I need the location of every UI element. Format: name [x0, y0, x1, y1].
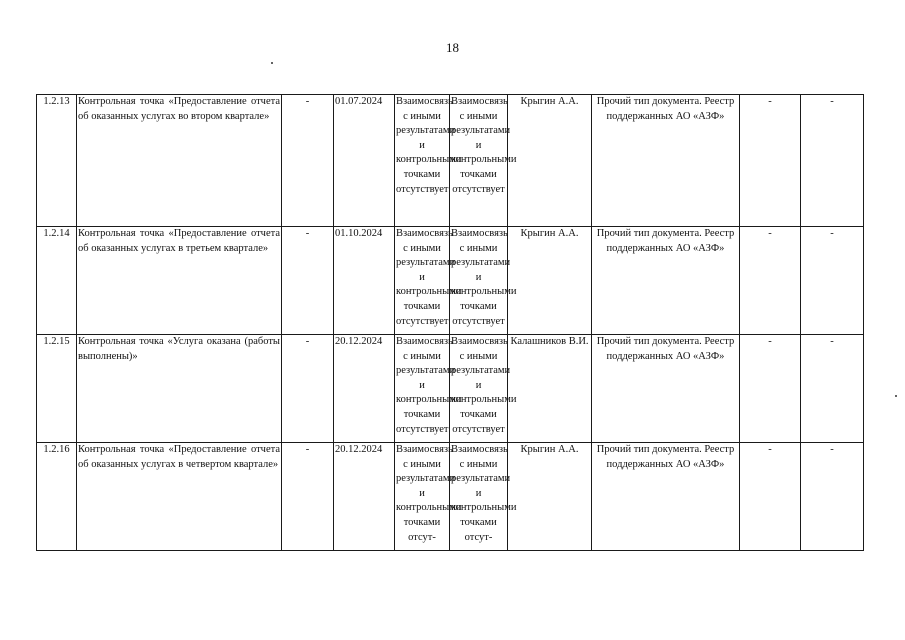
extra-cell-1: - [740, 227, 801, 335]
extra-cell-2: - [801, 335, 864, 443]
relation-prev: Взаимосвязь с иными результатами и контрольными точками отсутствует [395, 335, 450, 443]
table-row [37, 335, 864, 443]
extra-cell-2: - [801, 227, 864, 335]
extra-cell-2: - [801, 443, 864, 551]
relation-prev: Взаимосвязь с иными результатами и контрольными точками отсутствует [395, 227, 450, 335]
document-type: Прочий тип документа. Реестр поддержанных АО «АЗФ» [592, 227, 740, 335]
row-number: 1.2.15 [37, 335, 77, 443]
scan-speck [895, 395, 897, 397]
table-row [37, 443, 864, 551]
document-type: Прочий тип документа. Реестр поддержанных АО «АЗФ» [592, 95, 740, 227]
relation-next: Взаимосвязь с иными результатами и контрольными точками отсут- [450, 443, 508, 551]
relation-next: Взаимосвязь с иными результатами и контрольными точками отсутствует [450, 335, 508, 443]
row-number: 1.2.13 [37, 95, 77, 227]
due-date: 01.10.2024 [334, 227, 395, 335]
row-number: 1.2.14 [37, 227, 77, 335]
responsible-person: Крыгин А.А. [508, 443, 592, 551]
control-point-description: Контрольная точка «Предоставление отчета об оказанных услугах во втором квартале» [77, 95, 282, 227]
control-points-table [36, 94, 864, 551]
relation-prev: Взаимосвязь с иными результатами и контрольными точками отсутствует [395, 95, 450, 227]
control-point-description: Контрольная точка «Предоставление отчета об оказанных услугах в четвертом квартале» [77, 443, 282, 551]
page-number: 18 [446, 40, 459, 55]
relation-prev: Взаимосвязь с иными результатами и контрольными точками отсут- [395, 443, 450, 551]
document-type: Прочий тип документа. Реестр поддержанных АО «АЗФ» [592, 443, 740, 551]
row-number: 1.2.16 [37, 443, 77, 551]
due-date: 20.12.2024 [334, 335, 395, 443]
predecessor-cell: - [282, 95, 334, 227]
due-date: 01.07.2024 [334, 95, 395, 227]
control-point-description: Контрольная точка «Предоставление отчета об оказанных услугах в третьем квартале» [77, 227, 282, 335]
responsible-person: Крыгин А.А. [508, 227, 592, 335]
predecessor-cell: - [282, 443, 334, 551]
predecessor-cell: - [282, 227, 334, 335]
due-date: 20.12.2024 [334, 443, 395, 551]
extra-cell-2: - [801, 95, 864, 227]
predecessor-cell: - [282, 335, 334, 443]
relation-next: Взаимосвязь с иными результатами и контрольными точками отсутствует [450, 227, 508, 335]
responsible-person: Калашников В.И. [508, 335, 592, 443]
document-type: Прочий тип документа. Реестр поддержанных АО «АЗФ» [592, 335, 740, 443]
table-row [37, 95, 864, 227]
extra-cell-1: - [740, 443, 801, 551]
extra-cell-1: - [740, 335, 801, 443]
control-point-description: Контрольная точка «Услуга оказана (работы выполнены)» [77, 335, 282, 443]
relation-next: Взаимосвязь с иными результатами и контрольными точками отсутствует [450, 95, 508, 227]
table-row [37, 227, 864, 335]
scan-speck [271, 62, 273, 64]
responsible-person: Крыгин А.А. [508, 95, 592, 227]
extra-cell-1: - [740, 95, 801, 227]
